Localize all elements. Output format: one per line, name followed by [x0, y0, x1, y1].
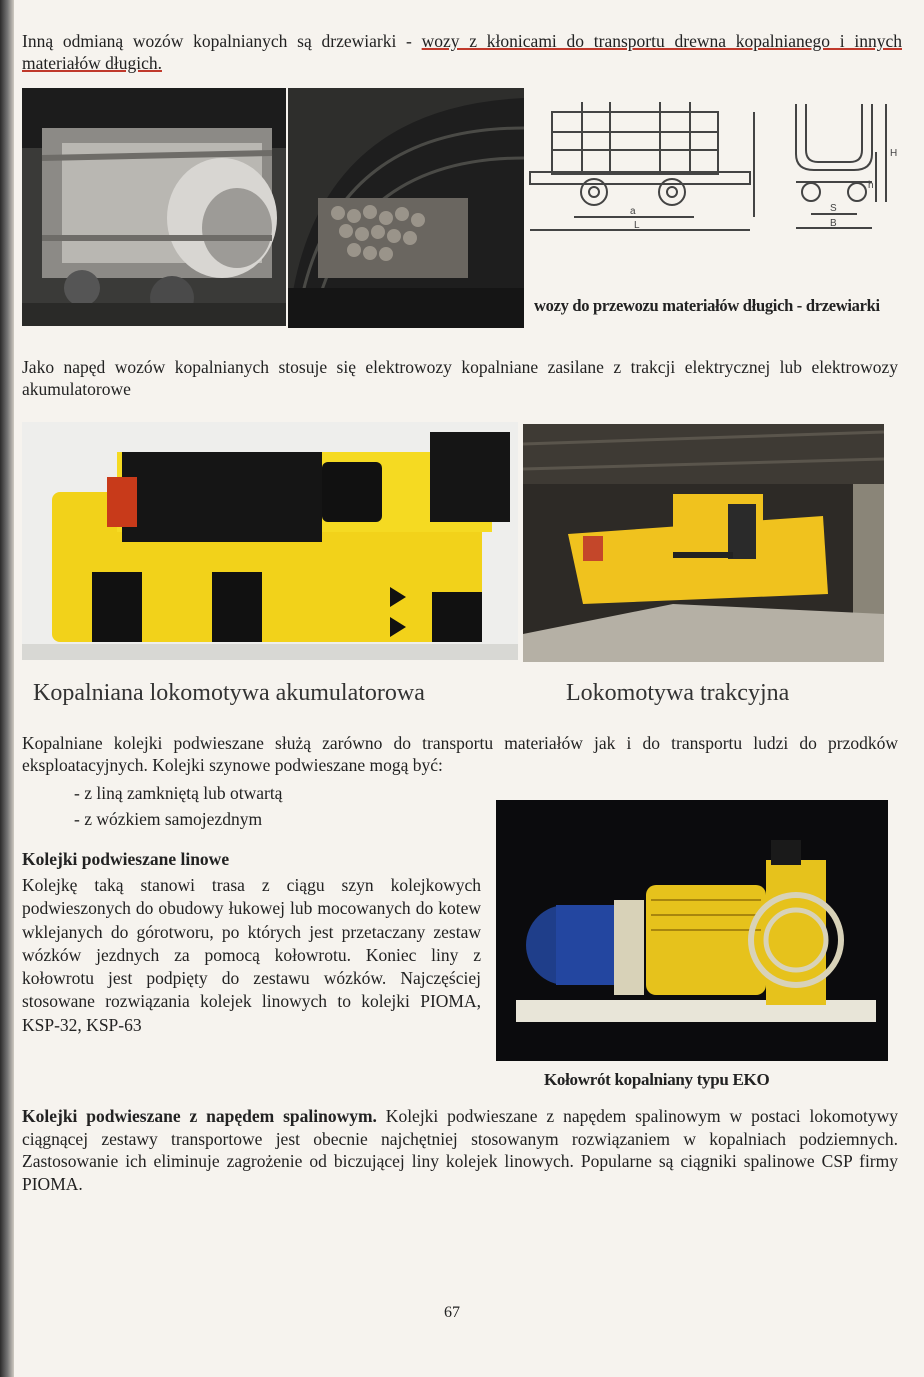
traction-locomotive-caption: Lokomotywa trakcyjna	[566, 680, 790, 706]
page-number: 67	[444, 1304, 460, 1321]
battery-locomotive-caption: Kopalniana lokomotywa akumulatorowa	[33, 680, 425, 706]
battery-locomotive-photo	[22, 422, 518, 660]
dim-label-a: a	[630, 206, 636, 217]
suspended-railways-paragraph: Kopalniane kolejki podwieszane służą zarówno do transportu materiałów jak i do transportu ludzi do przodków eksploatacyjnych. Kolejki szynowe podwieszane mogą być:	[22, 733, 898, 775]
drive-paragraph: Jako napęd wozów kopalnianych stosuje się elektrowozy kopalniane zasilane z trakcji elektrycznej lub elektrowozy akumulatorowe	[22, 357, 898, 399]
figure1-caption: wozy do przewozu materiałów długich - drzewiarki	[534, 296, 880, 315]
book-binding-shadow	[0, 0, 14, 1377]
intro-paragraph	[22, 30, 902, 74]
timber-wagon-photo-1	[22, 88, 286, 326]
list-item: - z liną zamkniętą lub otwartą	[74, 783, 283, 803]
winch-photo	[496, 800, 888, 1061]
dim-label-B: B	[830, 218, 837, 229]
diesel-section-heading: Kolejki podwieszane z napędem spalinowym.	[22, 1106, 377, 1126]
diesel-section-body: Kolejki podwieszane z napędem spalinowym w postaci lokomotywy ciągnącej zestawy transportowe jest obecnie najchętniej stosowanym rozwiązaniem w kopalniach podziemnych. Zastosowanie ich eliminuje zagrożenie od biczującej liny kolejek linowych. Popularne są ciągniki spalinowe CSP firmy PIOMA.	[22, 1106, 898, 1194]
dim-label-S: S	[830, 203, 837, 214]
timber-wagon-technical-drawing	[524, 92, 904, 292]
intro-underlined-text: wozy z kłonicami do transportu drewna kopalnianego i innych materiałów długich.	[22, 31, 902, 73]
dim-label-L: L	[634, 220, 640, 231]
dim-label-H: H	[890, 148, 898, 159]
list-item: - z wózkiem samojezdnym	[74, 809, 263, 829]
diesel-section-paragraph	[22, 1105, 898, 1195]
timber-wagon-photo-2	[288, 88, 524, 328]
traction-locomotive-photo	[523, 424, 884, 662]
rope-section-heading: Kolejki podwieszane linowe	[22, 849, 230, 869]
intro-plain-text: Inną odmianą wozów kopalnianych są drzewiarki -	[22, 31, 422, 51]
rope-section-body: Kolejkę taką stanowi trasa z ciągu szyn kolejkowych podwieszonych do obudowy łukowej lub mocowanych do kotew wklejanych do górotworu, po których jest przetaczany zestaw wózków jezdnych za pomocą kołowrotu. Koniec liny z kołowrotu jest podpięty do zestawu wózków. Najczęściej stosowane rozwiązania kolejek linowych to kolejki PIOMA, KSP-32, KSP-63	[22, 875, 481, 1035]
dim-label-h: h	[868, 180, 874, 191]
winch-caption: Kołowrót kopalniany typu EKO	[544, 1070, 770, 1089]
